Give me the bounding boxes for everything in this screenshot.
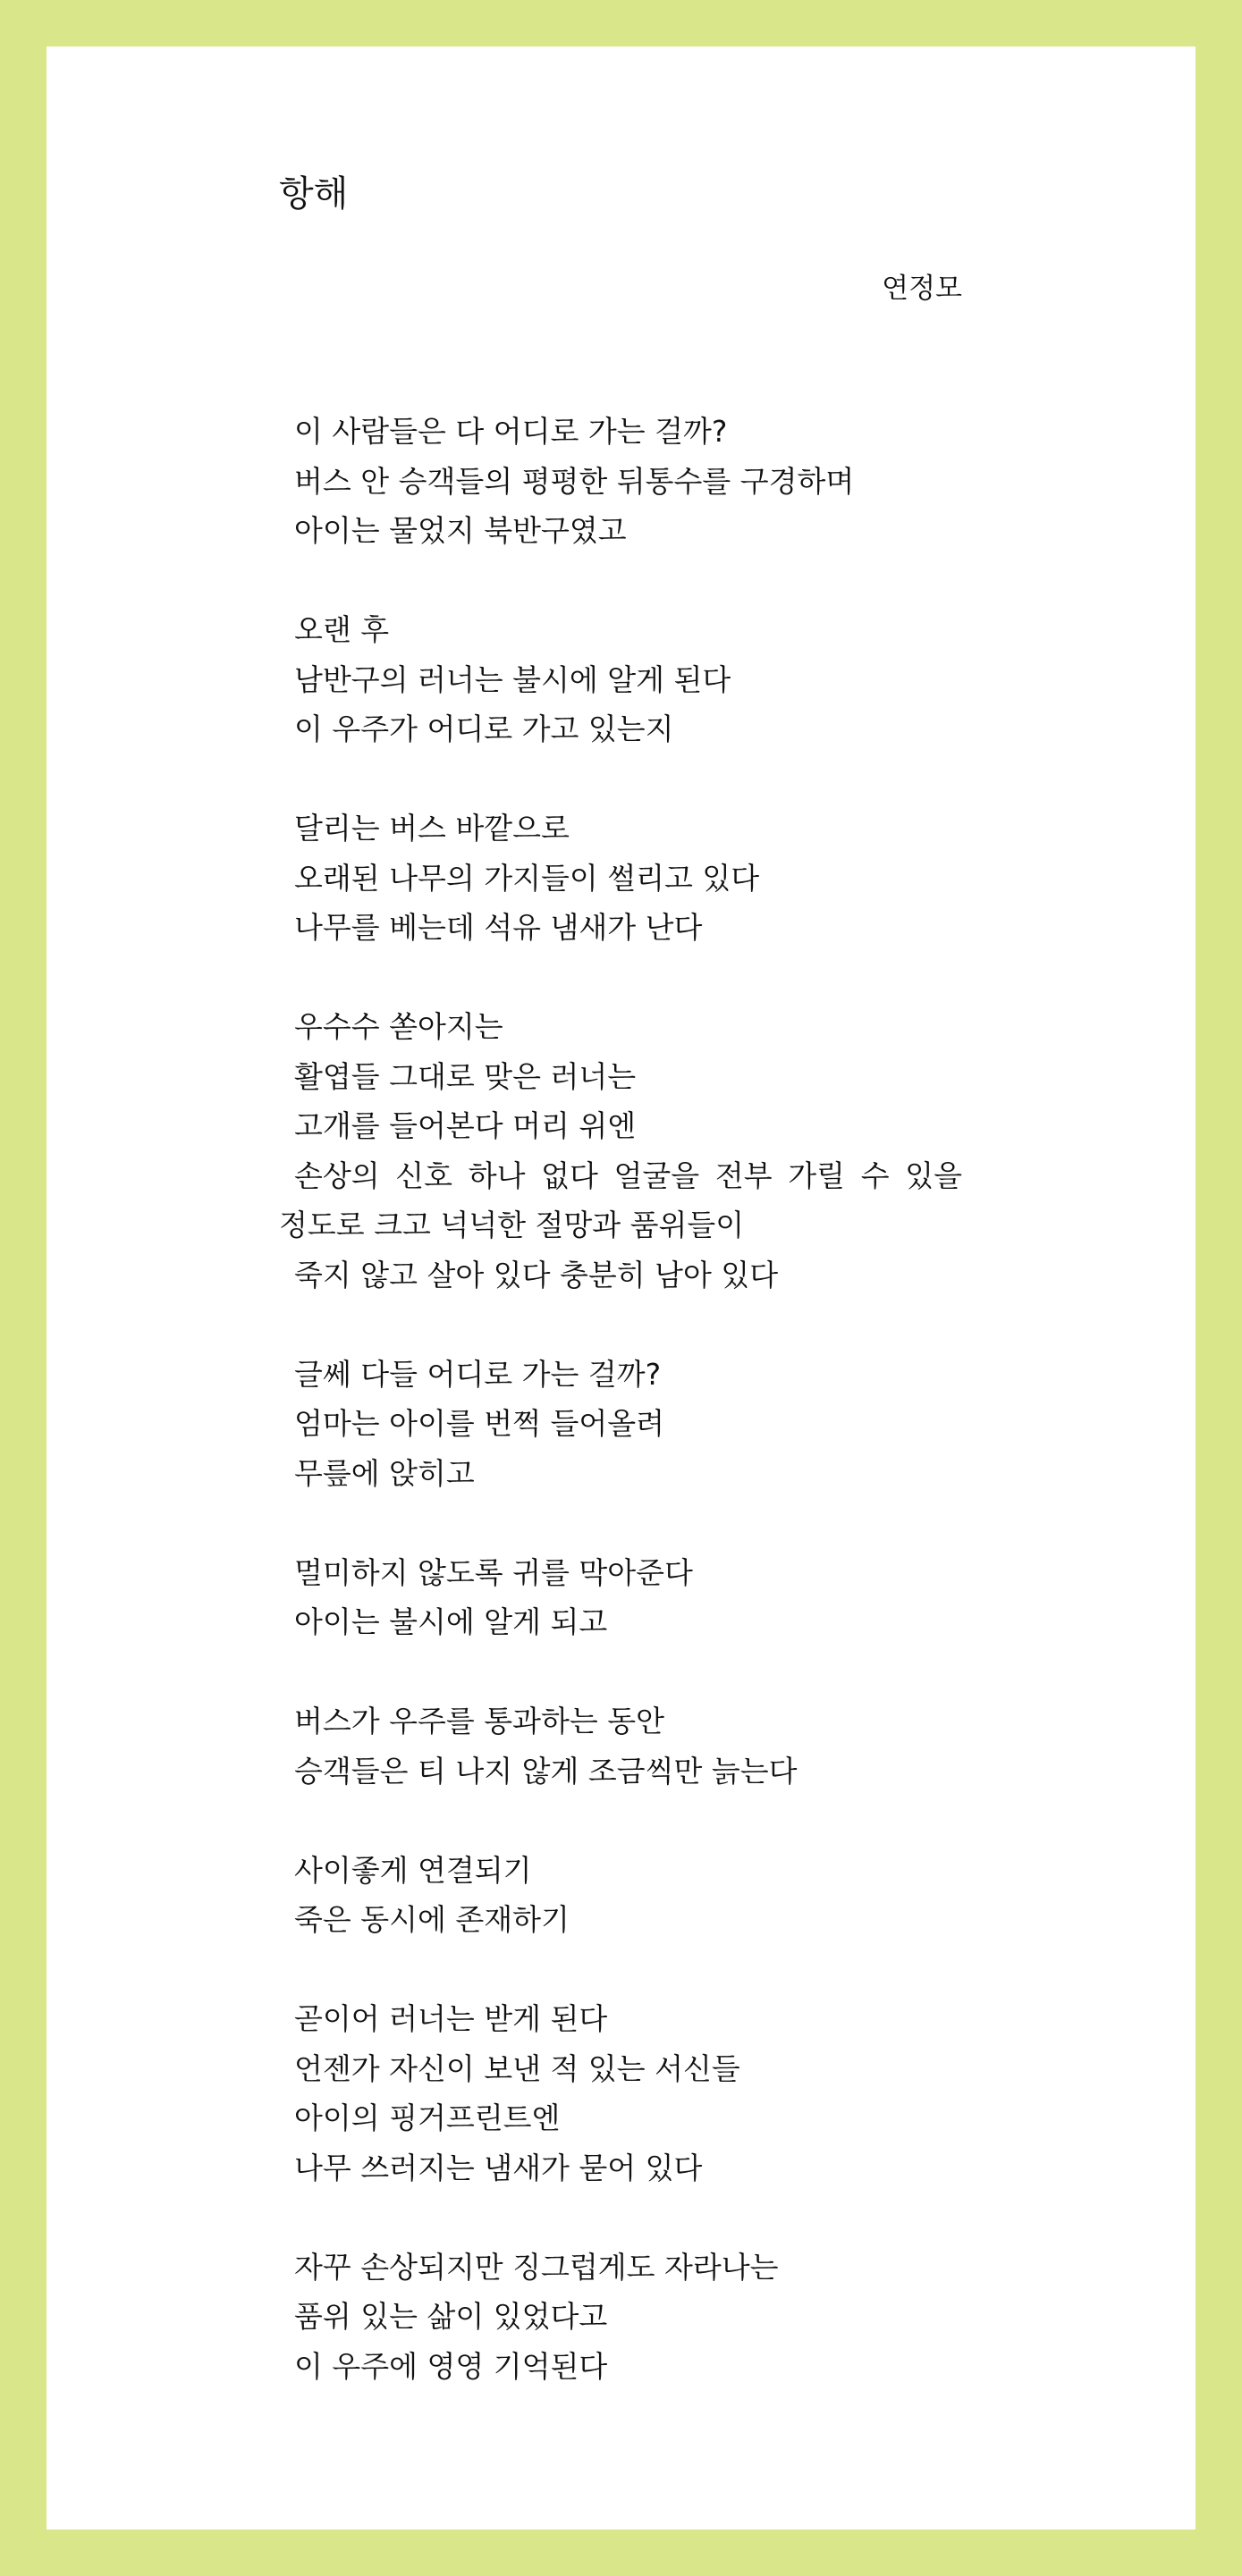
poem-line: 아이의 핑거프린트엔 <box>294 2100 561 2135</box>
poem-line: 나무를 베는데 석유 냄새가 난다 <box>294 910 703 945</box>
poem-line: 손상의 신호 하나 없다 얼굴을 전부 가릴 수 있을 <box>294 1158 962 1193</box>
poem-line: 오랜 후 <box>294 612 390 647</box>
poem-line: 버스가 우주를 통과하는 동안 <box>294 1704 665 1738</box>
poem-line: 자꾸 손상되지만 징그럽게도 자라나는 <box>294 2249 779 2285</box>
stanza-break <box>279 1498 962 1548</box>
poem-line: 사이좋게 연결되기 <box>294 1852 532 1888</box>
poem-line: 엄마는 아이를 번쩍 들어올려 <box>294 1406 665 1441</box>
poem-line: 아이는 불시에 알게 되고 <box>294 1604 608 1639</box>
poem-title: 항해 <box>279 173 349 215</box>
poem-line: 승객들은 티 나지 않게 조금씩만 늙는다 <box>294 1753 798 1789</box>
poem-line: 이 우주에 영영 기억된다 <box>294 2348 608 2384</box>
stanza-break <box>279 1300 962 1350</box>
poem-line: 정도로 크고 넉넉한 절망과 품위들이 <box>279 1208 745 1242</box>
poem-line: 남반구의 러너는 불시에 알게 된다 <box>294 661 731 697</box>
poem-line: 이 사람들은 다 어디로 가는 걸까? <box>294 414 728 449</box>
poem-author: 연정모 <box>882 273 962 305</box>
poem-line: 고개를 들어본다 머리 위엔 <box>294 1108 637 1143</box>
poem-line: 무릎에 앉히고 <box>294 1455 475 1491</box>
poem-line: 언젠가 자신이 보낸 적 있는 서신들 <box>294 2050 740 2086</box>
stanza-break <box>279 1647 962 1697</box>
poem-line: 품위 있는 삶이 있었다고 <box>294 2299 608 2334</box>
poem-line: 멀미하지 않도록 귀를 막아준다 <box>294 1554 693 1590</box>
poem-line: 글쎄 다들 어디로 가는 걸까? <box>294 1356 662 1392</box>
poem-line: 아이는 물었지 북반구였고 <box>294 513 627 548</box>
stanza-break <box>279 556 962 606</box>
poem-line: 나무 쓰러지는 냄새가 묻어 있다 <box>294 2150 703 2185</box>
stanza-break <box>279 1945 962 1995</box>
poem-line: 활엽들 그대로 맞은 러너는 <box>294 1058 637 1094</box>
stanza-break <box>279 953 962 1003</box>
poem-line: 이 우주가 어디로 가고 있는지 <box>294 711 674 746</box>
poem-line: 우수수 쏟아지는 <box>294 1009 503 1044</box>
poem-line: 죽은 동시에 존재하기 <box>294 1902 570 1937</box>
poem-line: 버스 안 승객들의 평평한 뒤통수를 구경하며 <box>294 463 855 499</box>
poem-line: 오래된 나무의 가지들이 썰리고 있다 <box>294 860 760 896</box>
stanza-break <box>279 754 962 804</box>
poem-line: 죽지 않고 살아 있다 충분히 남아 있다 <box>294 1257 779 1292</box>
poem-line: 달리는 버스 바깥으로 <box>294 811 570 846</box>
stanza-break <box>279 1796 962 1846</box>
stanza-break <box>279 2193 962 2243</box>
poem-line: 곧이어 러너는 받게 된다 <box>294 2001 608 2036</box>
poem-body <box>279 407 962 2391</box>
